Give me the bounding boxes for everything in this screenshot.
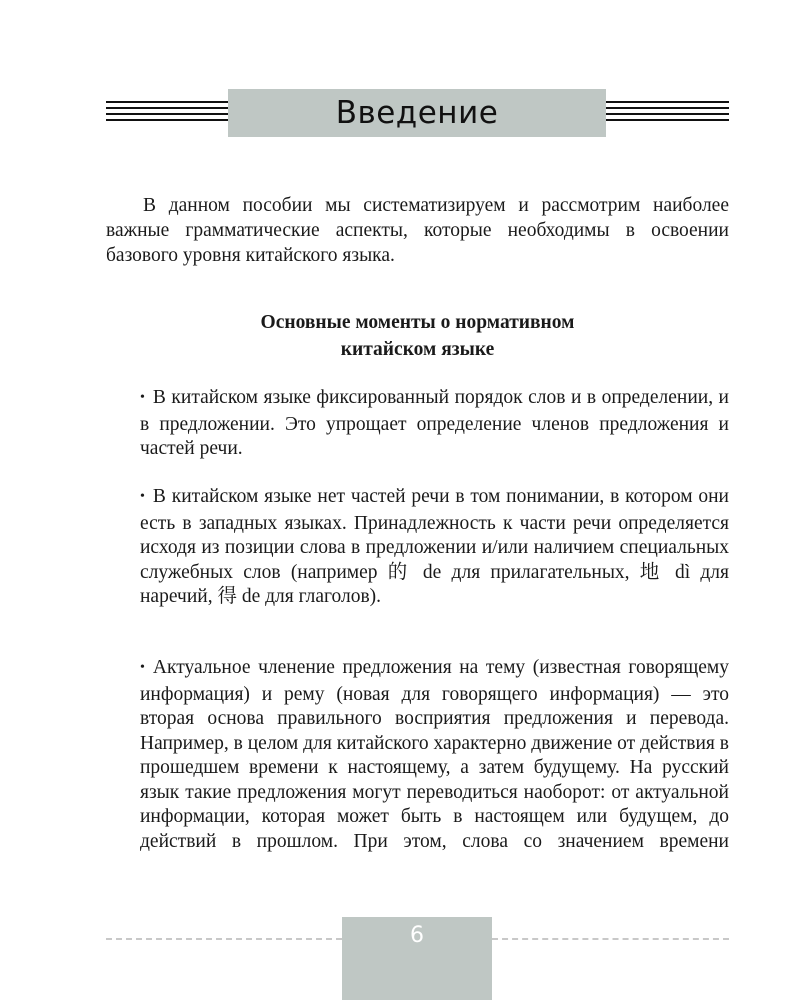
header-rule-right (606, 101, 729, 123)
section-heading-line-2: китайском языке (340, 339, 495, 360)
bullet-item-word-order (140, 386, 729, 462)
bullet-item-parts-of-speech (140, 485, 729, 610)
section-heading-line-1: Основные моменты о нормативном (260, 312, 575, 333)
chapter-header (0, 89, 800, 137)
footer-dashed-line-right (492, 938, 729, 940)
page-number-box (342, 917, 492, 1000)
section-heading (106, 309, 729, 363)
footer-dashed-line-left (106, 938, 342, 940)
bullet-text: В китайском языке нет частей речи в том понимании, в котором они есть в западных языках. Принадлежность к части речи определяется исходя из позиции слова в предложении и/или наличием специальных служебных слов (например 的 de для прилагательных, 地 dì для наречий, 得 de для глаголов). (140, 486, 729, 607)
chapter-title: Введение (228, 89, 606, 137)
bullet-text: Актуальное членение предложения на тему (известная говорящему информация) и рему (новая для говорящего информация) — это вторая основа правильного восприятия предложения и перевода. Например, в целом для китайского характерно движение от действия в прошедшем времени к настоящему, а затем будущему. На русский язык такие предложения могут переводиться наоборот: от актуальной информации, которая может быть в настоящем или будущем, до действий в прошлом. При этом, слова со значением времени (140, 657, 729, 852)
bullet-dot-icon: • (140, 390, 145, 405)
bullet-text: В китайском языке фиксированный порядок слов и в определении, и в предложении. Это упрощает определение членов предложения и частей речи. (140, 387, 729, 459)
intro-paragraph: В данном пособии мы систематизируем и рассмотрим наиболее важные грамматические аспекты, которые необходимы в освоении базового уровня китайского языка. (106, 195, 729, 266)
bullet-item-theme-rheme (140, 656, 729, 854)
bullet-dot-icon: • (140, 489, 145, 504)
bullet-dot-icon: • (140, 660, 145, 675)
header-rule-left (106, 101, 228, 123)
page-number: 6 (410, 923, 424, 948)
